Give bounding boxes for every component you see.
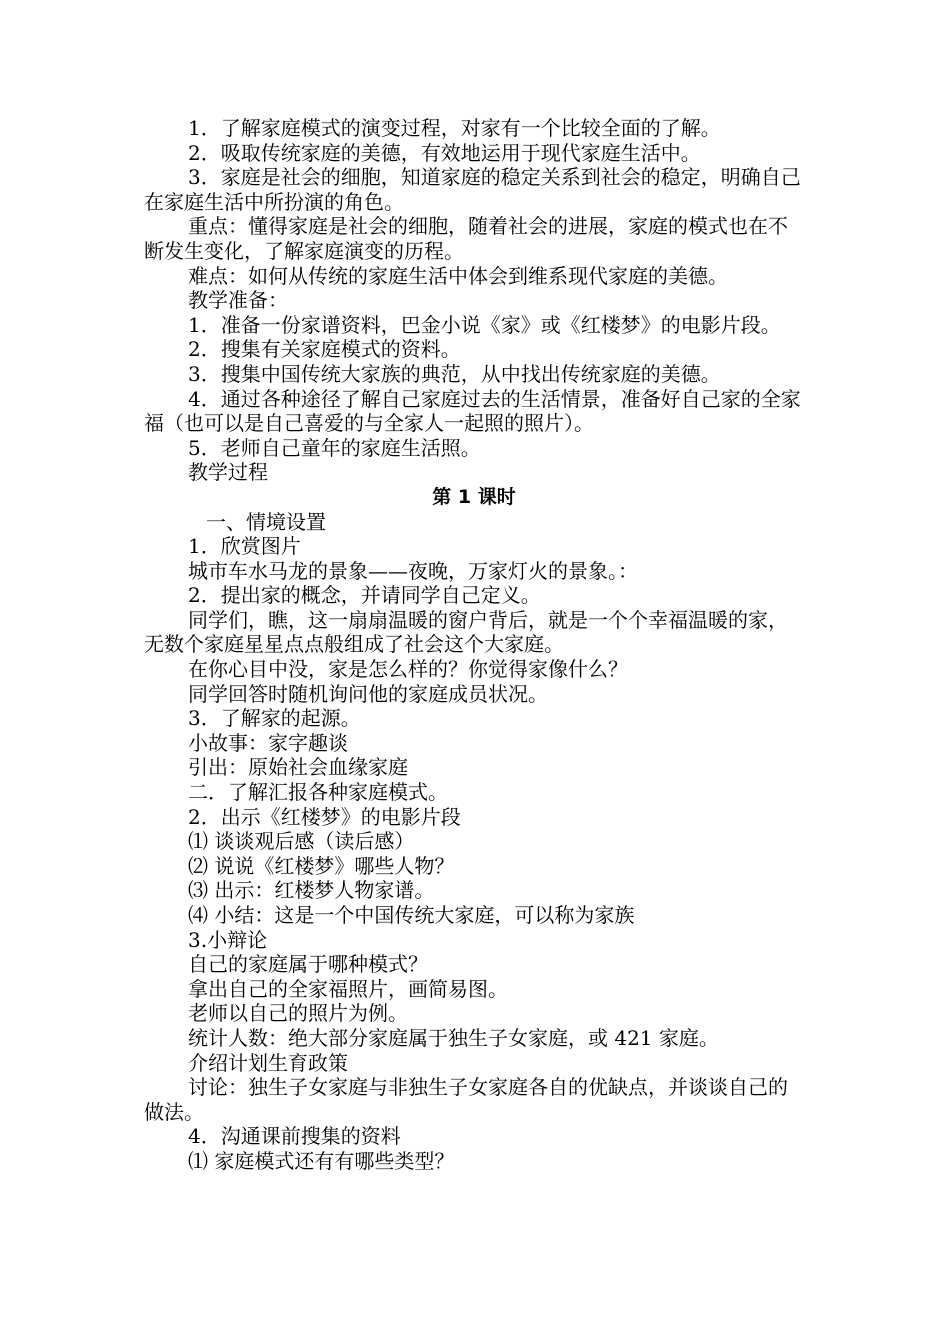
step-paragraph: 拿出自己的全家福照片，画简易图。 (188, 976, 508, 1001)
preparation-heading: 教学准备： (188, 288, 288, 313)
step-paragraph: ⑴ 家庭模式还有有哪些类型？ (188, 1148, 455, 1173)
step-paragraph: 自己的家庭属于哪种模式？ (188, 952, 428, 977)
step-paragraph: 2．提出家的概念，并请同学自己定义。 (188, 583, 541, 608)
difficulty: 难点：如何从传统的家庭生活中体会到维系现代家庭的美德。 (188, 263, 728, 288)
preparation-item-1: 1．准备一份家谱资料，巴金小说《家》或《红楼梦》的电影片段。 (188, 312, 781, 337)
step-paragraph: 城市车水马龙的景象——夜晚，万家灯火的景象。： (188, 558, 638, 583)
step-paragraph: 小故事：家字趣谈 (188, 730, 348, 755)
step-paragraph: 介绍计划生育政策 (188, 1050, 348, 1075)
step-paragraph: 老师以自己的照片为例。 (188, 1001, 408, 1026)
step-paragraph: 在你心目中没，家是怎么样的？你觉得家像什么？ (188, 657, 628, 682)
step-paragraph: 讨论：独生子女家庭与非独生子女家庭各自的优缺点，并谈谈自己的做法。 (144, 1075, 788, 1124)
preparation-item-4: 4．通过各种途径了解自己家庭过去的生活情景，准备好自己家的全家福（也可以是自己喜爱的与全家人一起照的照片）。 (144, 386, 801, 436)
preparation-item-3: 3．搜集中国传统大家族的典范，从中找出传统家庭的美德。 (188, 361, 721, 386)
key-point: 重点：懂得家庭是社会的细胞，随着社会的进展，家庭的模式也在不断发生变化，了解家庭演变的历程。 (144, 214, 788, 263)
objective-2: 2．吸取传统家庭的美德，有效地运用于现代家庭生活中。 (188, 140, 701, 165)
section-intro: 一、情境设置 (206, 509, 326, 534)
step-paragraph: 同学们，瞧，这一扇扇温暖的窗户背后，就是一个个幸福温暖的家，无数个家庭星星点点般组成了社会这个大家庭。 (144, 607, 788, 657)
objective-3: 3．家庭是社会的细胞，知道家庭的稳定关系到社会的稳定，明确自己在家庭生活中所扮演的角色。 (144, 165, 801, 214)
step-paragraph: ⑵ 说说《红楼梦》哪些人物？ (188, 853, 455, 878)
step-paragraph: 二．了解汇报各种家庭模式。 (188, 780, 448, 805)
step-paragraph: 同学回答时随机询问他的家庭成员状况。 (188, 681, 548, 706)
step-paragraph: ⑶ 出示：红楼梦人物家谱。 (188, 878, 435, 903)
step-paragraph: 4．沟通课前搜集的资料 (188, 1124, 401, 1149)
step-paragraph: 3.小辩论 (188, 927, 268, 952)
document-body (144, 116, 804, 1174)
process-heading: 教学过程 (188, 460, 268, 485)
objective-1: 1．了解家庭模式的演变过程，对家有一个比较全面的了解。 (188, 116, 721, 140)
step-paragraph: 1．欣赏图片 (188, 534, 301, 559)
step-paragraph: ⑷ 小结：这是一个中国传统大家庭，可以称为家族 (188, 903, 635, 927)
step-paragraph: ⑴ 谈谈观后感（读后感） (188, 829, 415, 854)
preparation-item-5: 5．老师自己童年的家庭生活照。 (188, 435, 481, 460)
section-heading: 第 1 课时 (432, 485, 516, 508)
step-paragraph: 3．了解家的起源。 (188, 706, 361, 731)
preparation-item-2: 2．搜集有关家庭模式的资料。 (188, 337, 461, 362)
step-paragraph: 引出：原始社会血缘家庭 (188, 755, 408, 780)
step-paragraph: 统计人数：绝大部分家庭属于独生子女家庭，或 421 家庭。 (188, 1025, 719, 1050)
step-paragraph: 2．出示《红楼梦》的电影片段 (188, 804, 461, 829)
